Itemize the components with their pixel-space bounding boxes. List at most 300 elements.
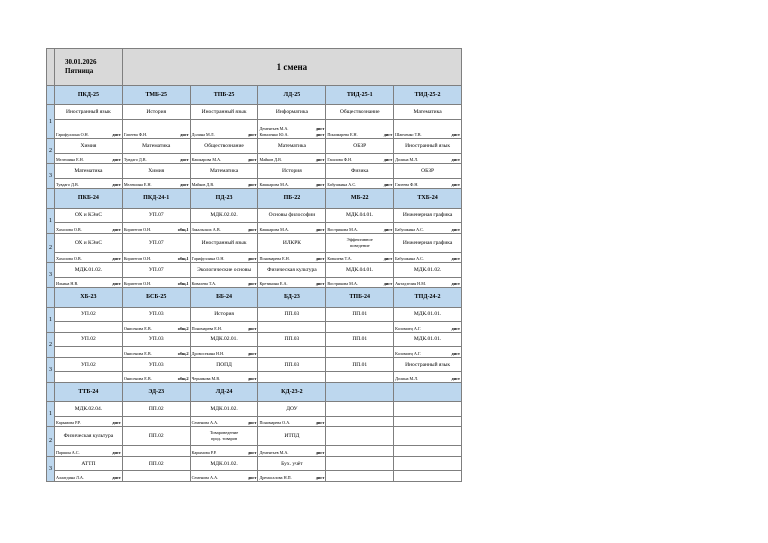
teacher-cell: [122, 322, 190, 332]
subject-row: [47, 263, 462, 278]
room-label: дист: [248, 256, 257, 262]
teacher-cell: [258, 178, 326, 188]
group-name: ПКД-25: [55, 85, 123, 104]
subject-text: Иностранный язык: [201, 239, 247, 246]
subject-cell: [55, 139, 123, 154]
subject-text: МДК.01.01.: [413, 311, 442, 318]
subject-cell: [55, 208, 123, 223]
teacher-cell: [122, 471, 190, 482]
teacher-cell: [326, 372, 394, 382]
teacher-name: Майков Д.В.: [191, 182, 215, 188]
room-label: дист: [451, 281, 460, 287]
teacher-row: [47, 322, 462, 332]
room-label: дист: [315, 281, 325, 287]
group-name: БСБ-25: [122, 288, 190, 307]
room-label: дист: [112, 226, 121, 232]
room-label: общ.2: [177, 350, 189, 356]
subject-cell: [326, 427, 394, 446]
subject-text: УП.02: [81, 361, 96, 368]
teacher-cell: [326, 153, 394, 163]
subject-cell: [122, 357, 190, 372]
group-name: ТПБ-25: [190, 85, 258, 104]
teacher-cell: [190, 252, 258, 262]
teacher-name: Бабушкина А.С.: [327, 182, 357, 188]
subject-cell: [394, 263, 462, 278]
teacher-cell: [190, 119, 258, 138]
subject-text: ПП.02: [148, 433, 164, 440]
teacher-cell: [190, 372, 258, 382]
subject-cell: [258, 208, 326, 223]
subject-text: УП.03: [148, 311, 164, 318]
teacher-name: Коригегов О.Н.: [123, 281, 152, 287]
teacher-cell: [394, 252, 462, 262]
subject-text: Иностранный язык: [405, 142, 451, 149]
group-name: ЭД-23: [122, 382, 190, 401]
room-label: дист: [383, 226, 393, 232]
subject-text: ОБЗР: [421, 168, 435, 175]
subject-cell: [190, 456, 258, 471]
pair-number: 2: [47, 332, 55, 357]
subject-cell: [394, 233, 462, 252]
room-label: дист: [112, 475, 121, 480]
subject-cell: [122, 233, 190, 252]
teacher-cell: [55, 277, 123, 287]
teacher-name: Пономарева Е.Н.: [191, 325, 222, 331]
subject-text: Физика: [351, 168, 369, 175]
room-label: дист: [451, 375, 460, 381]
pair-number: 2: [47, 233, 55, 263]
subject-cell: [122, 208, 190, 223]
teacher-cell: [394, 119, 462, 138]
teacher-row: [47, 471, 462, 482]
subject-cell: [326, 307, 394, 322]
group-header-row: [47, 189, 462, 208]
teacher-name: Ковалева Т.А.: [327, 256, 352, 262]
teacher-cell: [55, 153, 123, 163]
corner-cell: [47, 49, 55, 86]
subject-row: [47, 233, 462, 252]
teacher-cell: [394, 372, 462, 382]
room-label: дист: [248, 475, 257, 480]
group-header-row: [47, 382, 462, 401]
teacher-cell: [190, 416, 258, 426]
room-label: дист: [112, 132, 121, 138]
room-label: общ.2: [177, 375, 189, 381]
subject-text: УП.07: [148, 239, 164, 246]
teacher-name: Бабушкина А.С.: [395, 226, 425, 232]
subject-text: Математика: [142, 142, 171, 149]
room-label: дист: [112, 157, 121, 163]
schedule-table: [46, 48, 462, 482]
room-label: дист: [315, 420, 325, 426]
group-name: ТИД-25-1: [326, 85, 394, 104]
subject-cell: [326, 164, 394, 179]
subject-cell: [258, 233, 326, 252]
title-row: [47, 49, 462, 86]
teacher-cell: [394, 277, 462, 287]
teacher-cell: [258, 277, 326, 287]
room-label: дист: [383, 281, 393, 287]
group-name: ТТБ-24: [55, 382, 123, 401]
subject-text: Инженерная графика: [402, 212, 453, 219]
room-label: дист: [315, 475, 325, 480]
teacher-cell: [190, 446, 258, 456]
room-label: дист: [248, 420, 257, 426]
room-label: дист: [315, 256, 325, 262]
subject-text: ПП.03: [284, 361, 300, 368]
subject-cell: [394, 307, 462, 322]
subject-cell: [326, 208, 394, 223]
subject-text: МДК.01.02.: [210, 405, 238, 412]
room-label: дист: [451, 256, 460, 262]
subject-row: [47, 139, 462, 154]
room-label: дист: [315, 157, 325, 163]
subject-text: МДК.02.04.: [74, 405, 103, 412]
subject-cell: [326, 233, 394, 252]
subject-cell: [122, 164, 190, 179]
room-label: дист: [383, 182, 393, 188]
teacher-name: Семенова А.А.: [191, 420, 219, 426]
subject-text: Математика: [74, 168, 103, 175]
teacher-name: Паршин А.С.: [56, 449, 80, 455]
room-label: дист: [451, 157, 460, 163]
subject-text: ДОУ: [286, 405, 298, 412]
subject-text: ОБЗР: [353, 142, 367, 149]
subject-cell: [326, 263, 394, 278]
teacher-row: [47, 446, 462, 456]
room-label: дист: [248, 375, 257, 381]
subject-cell: [190, 332, 258, 347]
teacher-name: Гапеева Ф.Н.: [123, 132, 148, 138]
group-name: ХБ-23: [55, 288, 123, 307]
teacher-cell: [258, 416, 326, 426]
room-label: дист: [112, 281, 121, 287]
subject-cell: [55, 164, 123, 179]
subject-cell: [326, 139, 394, 154]
teacher-name: Долина М.Л.: [395, 375, 419, 381]
teacher-cell: [326, 471, 394, 482]
teacher-row: [47, 416, 462, 426]
teacher-name: Долина М.Л.: [395, 157, 419, 163]
room-label: дист: [383, 157, 393, 163]
teacher-name: Дровосекина Н.Н.: [191, 350, 225, 356]
teacher-cell: [122, 372, 190, 382]
teacher-row: [47, 119, 462, 138]
row-number-header: [47, 189, 55, 208]
room-label: дист: [180, 132, 189, 138]
subject-cell: [55, 402, 123, 417]
teacher-cell: [122, 153, 190, 163]
teacher-cell: [394, 178, 462, 188]
subject-cell: [258, 402, 326, 417]
subject-cell: [190, 233, 258, 252]
subject-text: История: [146, 109, 167, 116]
group-name: ББ-24: [190, 288, 258, 307]
room-label: дист: [180, 182, 189, 188]
subject-text: МДК.02.02.: [210, 212, 238, 219]
group-name: МБ-22: [326, 189, 394, 208]
teacher-cell: [122, 277, 190, 287]
subject-cell: [190, 208, 258, 223]
subject-row: [47, 402, 462, 417]
subject-text: ПП.01: [352, 336, 368, 343]
teacher-name: Мелешина Е.Н.: [123, 182, 152, 188]
teacher-name: Коломиец А.Г.: [395, 325, 421, 331]
subject-cell: [326, 332, 394, 347]
group-name: ПБ-22: [258, 189, 326, 208]
subject-cell: [326, 357, 394, 372]
group-name: ТИД-25-2: [394, 85, 462, 104]
teacher-cell: [326, 446, 394, 456]
teacher-name: Пономарева Е.Н.: [327, 132, 358, 138]
subject-text: Бух. учёт: [281, 460, 303, 467]
room-label: общ.1: [177, 256, 189, 262]
teacher-cell: [55, 252, 123, 262]
subject-cell: [122, 105, 190, 120]
teacher-cell: [55, 446, 123, 456]
subject-text: МДК.01.02.: [74, 267, 103, 274]
teacher-name: Пономарева Е.Н.: [259, 256, 290, 262]
subject-text: Основы философии: [268, 212, 316, 219]
teacher-cell: [258, 223, 326, 233]
subject-text: История: [214, 311, 234, 318]
group-name: ЛД-24: [190, 382, 258, 401]
teacher-cell: [326, 347, 394, 357]
group-name: ТХБ-24: [394, 189, 462, 208]
subject-text: Иностранный язык: [65, 109, 111, 116]
teacher-cell: [394, 446, 462, 456]
group-name: ЛД-25: [258, 85, 326, 104]
subject-cell: [122, 139, 190, 154]
group-name: ТМБ-25: [122, 85, 190, 104]
teacher-name: Майков Д.В.: [259, 157, 282, 163]
subject-cell: [394, 332, 462, 347]
teacher-name: Закальских А.В.: [191, 226, 221, 232]
room-label: дист: [112, 256, 121, 262]
subject-row: [47, 427, 462, 446]
teacher-name: Коригегов О.Н.: [123, 256, 152, 262]
teacher-cell: [55, 119, 123, 138]
room-label: дист: [112, 182, 121, 188]
subject-text: Иностранный язык: [201, 109, 247, 116]
subject-cell: [55, 456, 123, 471]
subject-cell: [258, 357, 326, 372]
group-name: КД-23-2: [258, 382, 326, 401]
subject-text: УП.07: [148, 212, 164, 219]
group-name: [394, 382, 462, 401]
pair-number: 1: [47, 105, 55, 139]
room-label: дист: [248, 325, 257, 331]
teacher-cell: [326, 119, 394, 138]
teacher-cell: [190, 277, 258, 287]
teacher-name: Тувдаго Д.В.: [123, 157, 147, 163]
subject-text: Химия: [148, 168, 165, 175]
subject-text: ОХ и КЭиС: [74, 212, 102, 219]
group-name: ТПД-24-2: [394, 288, 462, 307]
subject-text: Эффективное поведение: [346, 236, 373, 248]
teacher-name: Шапченко Т.В.: [395, 132, 422, 138]
subject-row: [47, 164, 462, 179]
subject-text: ПП.03: [284, 311, 300, 318]
teacher-cell: [258, 252, 326, 262]
subject-cell: [394, 357, 462, 372]
teacher-cell: [326, 322, 394, 332]
subject-text: ПОПД: [216, 361, 232, 368]
subject-text: Инженерная графика: [402, 239, 453, 246]
teacher-cell: [326, 223, 394, 233]
pair-number: 3: [47, 357, 55, 382]
subject-text: АТТП: [81, 460, 96, 467]
room-label: общ.1: [177, 226, 189, 232]
room-label: дист: [451, 132, 460, 138]
group-name: ПКД-24-1: [122, 189, 190, 208]
teacher-cell: [190, 223, 258, 233]
subject-text: Химия: [80, 142, 97, 149]
group-header-row: [47, 85, 462, 104]
teacher-cell: [258, 471, 326, 482]
pair-number: 3: [47, 456, 55, 481]
teacher-cell: [190, 471, 258, 482]
teacher-cell: [55, 416, 123, 426]
room-label: дист: [451, 226, 460, 232]
teacher-name: Кашкарова М.А.: [259, 182, 289, 188]
pair-number: 2: [47, 139, 55, 164]
room-label: дист: [248, 350, 257, 356]
teacher-name: Дементьев М.А.: [259, 449, 289, 455]
teacher-name: Тувдаго Д.В.: [56, 182, 79, 188]
subject-cell: [122, 456, 190, 471]
teacher-cell: [122, 347, 190, 357]
teacher-name: Онисенова Е.В.: [123, 325, 152, 331]
teacher-name: Бабушкина А.С.: [395, 256, 425, 262]
teacher-cell: [55, 372, 123, 382]
teacher-row: [47, 252, 462, 262]
teacher-cell: [122, 416, 190, 426]
subject-text: МДК.01.02.: [413, 267, 442, 274]
subject-text: Иностранный язык: [405, 361, 451, 368]
teacher-name: Кашкарова М.А.: [259, 226, 289, 232]
teacher-cell: [122, 252, 190, 262]
subject-cell: [190, 139, 258, 154]
subject-cell: [326, 105, 394, 120]
teacher-cell: [394, 416, 462, 426]
teacher-cell: [55, 471, 123, 482]
subject-text: УП.07: [148, 267, 164, 274]
subject-cell: [55, 357, 123, 372]
teacher-name: Вострикова М.А.: [327, 226, 358, 232]
room-label: дист: [112, 449, 121, 455]
subject-text: Математика: [209, 168, 239, 175]
pair-number: 2: [47, 427, 55, 457]
teacher-name: Дементьев М.А. Коваленко Ю.А.: [259, 126, 289, 138]
subject-cell: [326, 456, 394, 471]
room-label: дист: [451, 350, 460, 356]
group-name: ПД-23: [190, 189, 258, 208]
subject-text: УП.02: [81, 336, 96, 343]
room-label: дист: [180, 157, 189, 163]
subject-text: ПП.01: [352, 361, 368, 368]
date-cell: [55, 49, 123, 86]
pair-number: 1: [47, 307, 55, 332]
teacher-cell: [55, 322, 123, 332]
subject-cell: [394, 105, 462, 120]
pair-number: 3: [47, 263, 55, 288]
shift-title: 1 смена: [122, 49, 461, 86]
subject-cell: [190, 105, 258, 120]
teacher-row: [47, 153, 462, 163]
weekday-text: Пятница: [65, 66, 94, 75]
subject-cell: [326, 402, 394, 417]
subject-cell: [190, 357, 258, 372]
subject-row: [47, 105, 462, 120]
row-number-header: [47, 288, 55, 307]
room-label: дист: [315, 226, 325, 232]
teacher-name: Коригегов О.Н.: [123, 226, 152, 232]
teacher-name: Онисенова Е.В.: [123, 375, 152, 381]
subject-cell: [122, 263, 190, 278]
subject-cell: [55, 427, 123, 446]
date-text: 30.01.2026: [65, 57, 97, 66]
subject-text: УП.03: [148, 361, 164, 368]
teacher-cell: [190, 178, 258, 188]
teacher-name: Дремасалова Н.П.: [259, 475, 292, 480]
subject-text: ПП.02: [148, 405, 164, 412]
room-label: дист дист: [315, 126, 325, 138]
subject-row: [47, 357, 462, 372]
subject-text: История: [282, 168, 302, 175]
subject-text: УП.02: [81, 311, 96, 318]
teacher-row: [47, 223, 462, 233]
teacher-name: Вострикова М.А.: [327, 281, 358, 287]
subject-text: МДК.01.01.: [413, 336, 442, 343]
room-label: дист: [248, 182, 257, 188]
subject-cell: [55, 105, 123, 120]
teacher-name: Ковалева Т.А.: [191, 281, 217, 287]
teacher-name: Кретинина Е.А.: [259, 281, 288, 287]
teacher-cell: [55, 223, 123, 233]
subject-row: [47, 307, 462, 322]
subject-text: Физическая культура: [63, 433, 114, 440]
subject-row: [47, 208, 462, 223]
group-name: ТПБ-24: [326, 288, 394, 307]
teacher-name: Гапеева Ф.Н.: [395, 182, 419, 188]
subject-cell: [122, 332, 190, 347]
subject-cell: [394, 402, 462, 417]
teacher-name: Гарифуллина О.Н.: [191, 256, 225, 262]
subject-text: МДК.02.01.: [210, 336, 238, 343]
subject-cell: [258, 456, 326, 471]
teacher-name: Карымова Р.Р.: [191, 449, 217, 455]
subject-text: МДК.04.01.: [346, 212, 374, 219]
subject-cell: [122, 307, 190, 322]
teacher-row: [47, 347, 462, 357]
subject-text: УП.03: [148, 336, 164, 343]
subject-row: [47, 332, 462, 347]
teacher-name: Ильина Н.В.: [56, 281, 79, 287]
teacher-name: Хахолова О.В.: [56, 256, 82, 262]
subject-text: Обществознание: [339, 109, 380, 116]
subject-cell: [55, 263, 123, 278]
subject-cell: [122, 427, 190, 446]
teacher-name: Антадзелия Н.М.: [395, 281, 426, 287]
teacher-name: Гарифуллина О.Н.: [56, 132, 89, 138]
teacher-row: [47, 178, 462, 188]
teacher-cell: [258, 322, 326, 332]
teacher-name: Карымова Р.Р.: [56, 420, 81, 426]
subject-cell: [394, 456, 462, 471]
subject-text: Математика: [413, 109, 442, 116]
teacher-cell: [190, 153, 258, 163]
